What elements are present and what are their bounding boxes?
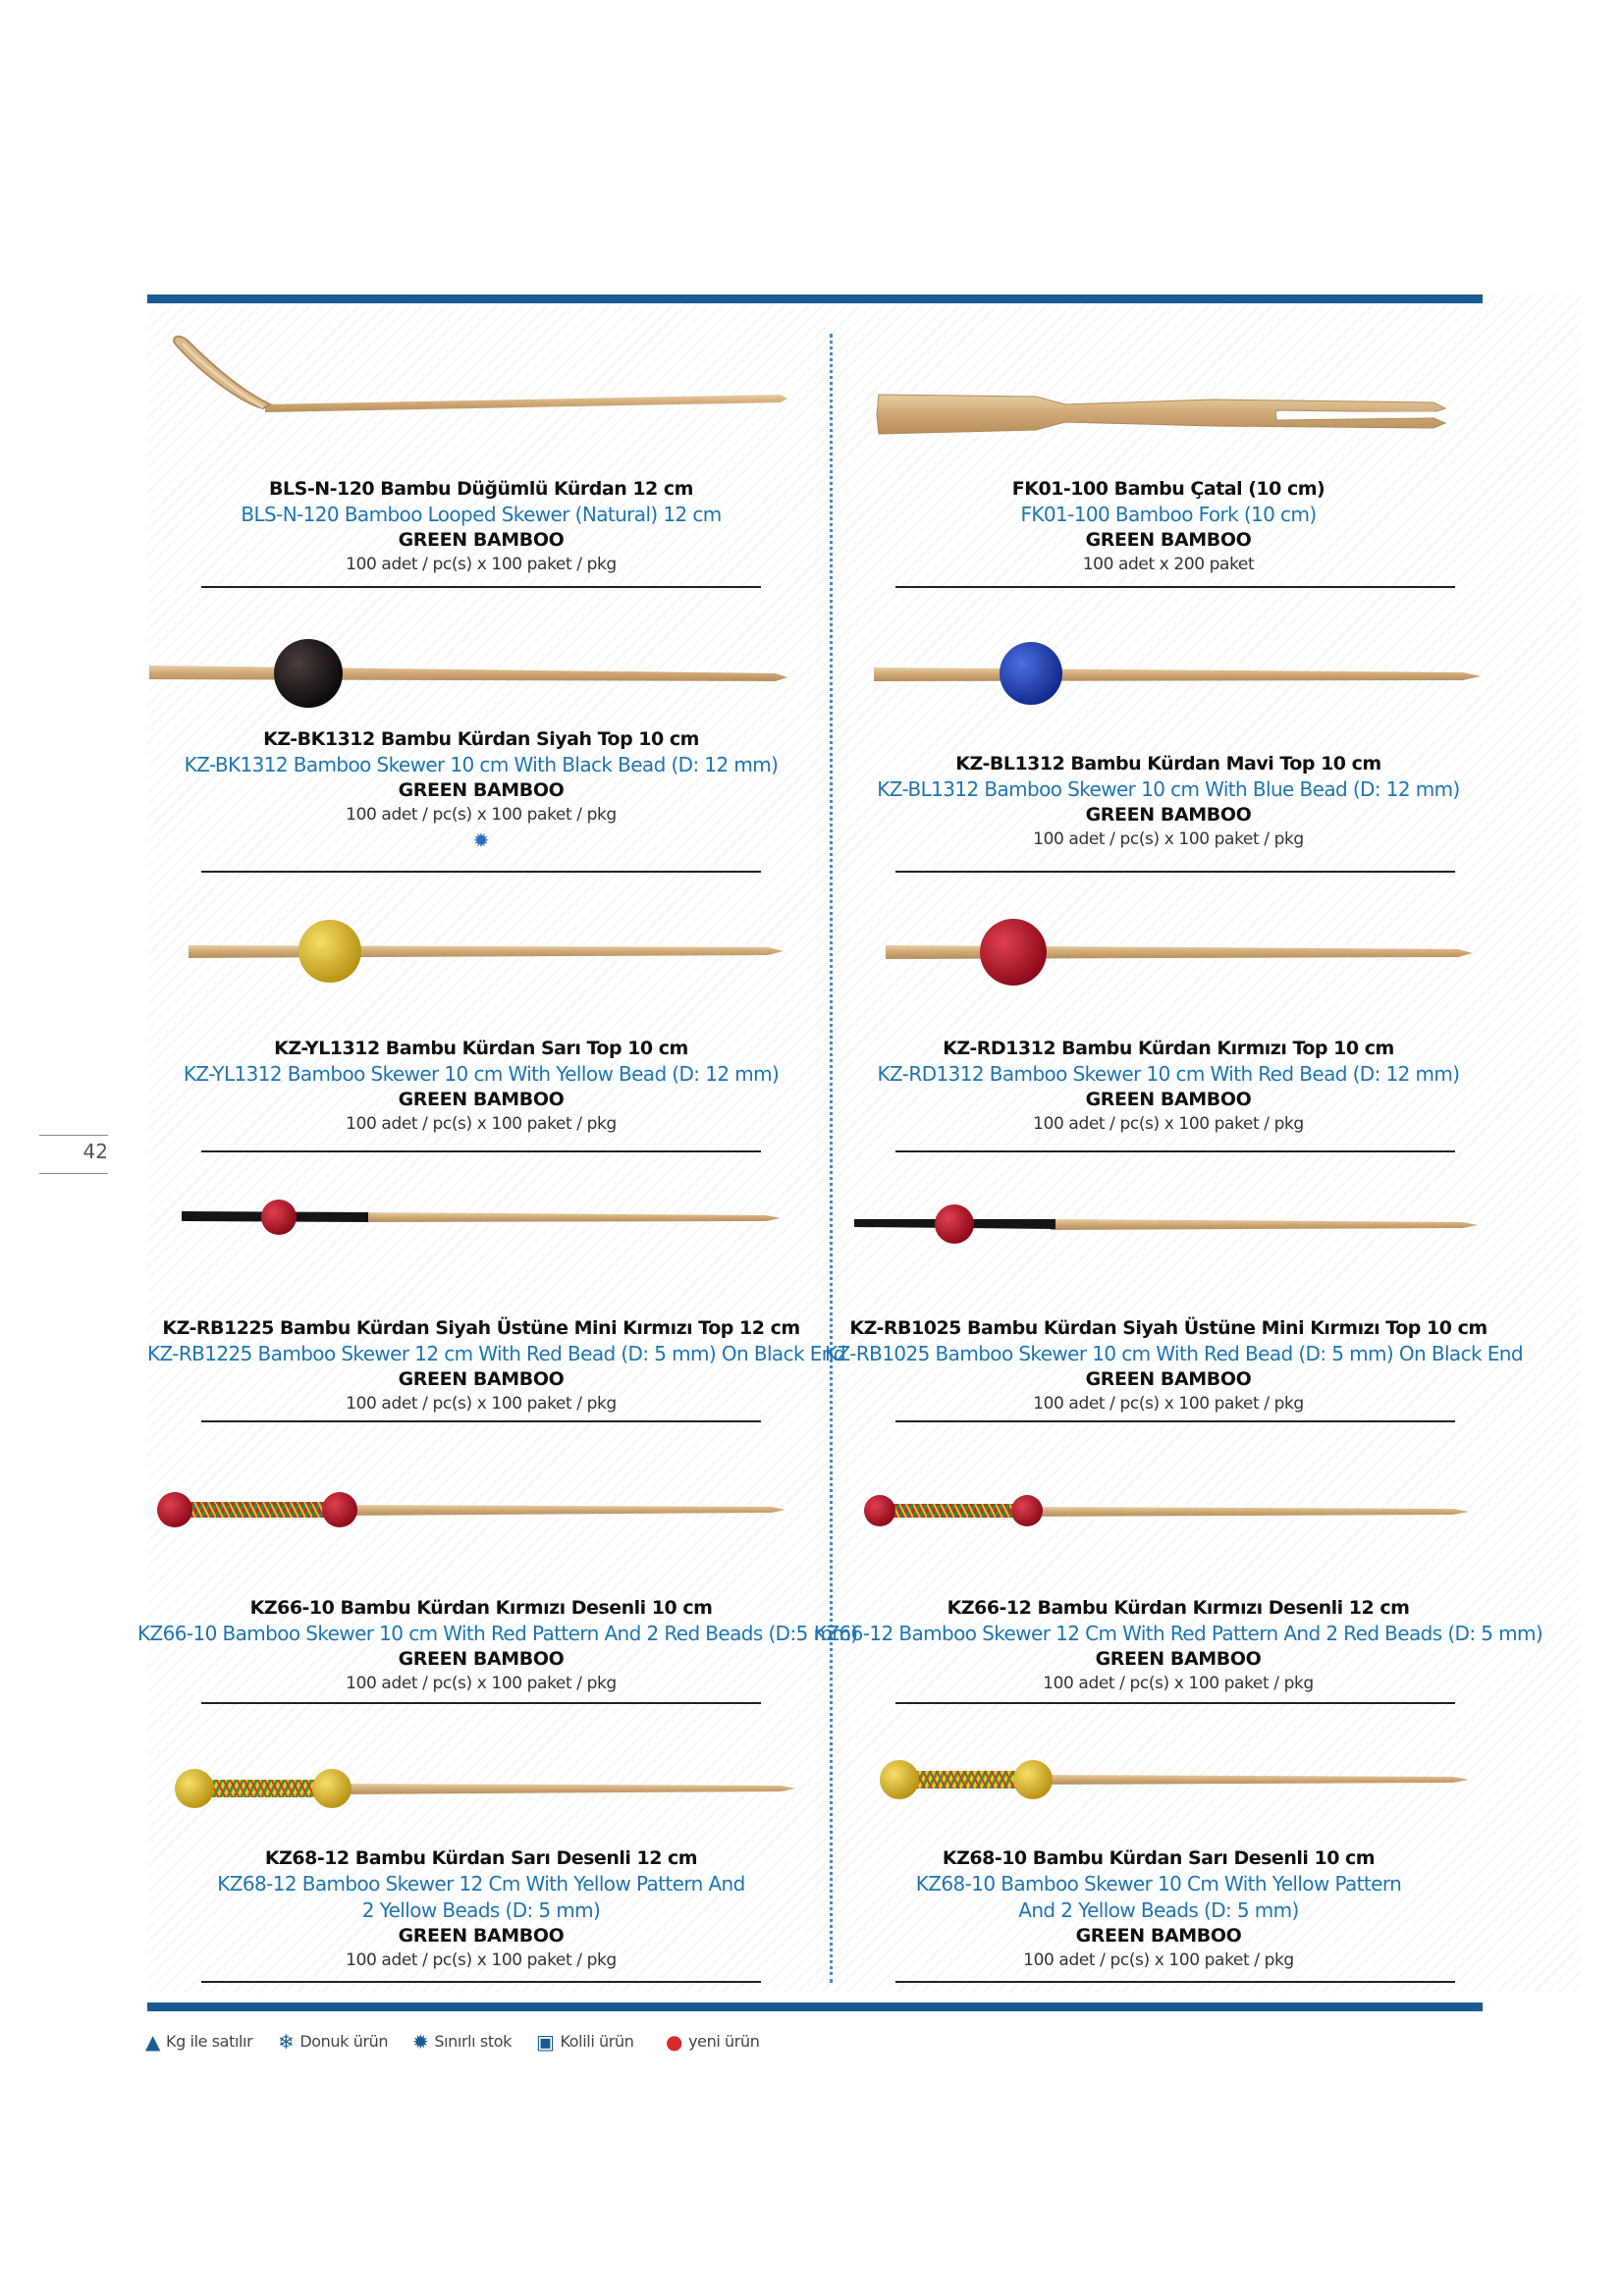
product-pack: 100 adet / pc(s) x 100 paket / pkg — [346, 1674, 617, 1693]
product-code-tr: KZ-YL1312 Bambu Kürdan Sarı Top 10 cm — [274, 1038, 688, 1059]
product-code-en: KZ68-10 Bamboo Skewer 10 Cm With Yellow Pattern And 2 Yellow Beads (D: 5 mm) — [915, 1872, 1402, 1922]
product-brand: GREEN BAMBOO — [398, 1648, 565, 1670]
product-code-tr: KZ68-10 Bambu Kürdan Sarı Desenli 10 cm — [942, 1847, 1376, 1869]
page-number — [39, 1135, 108, 1174]
product-code-en: KZ-RB1225 Bamboo Skewer 12 cm With Red Bead (D: 5 mm) On Black End — [147, 1342, 845, 1365]
product-code-en: KZ66-10 Bamboo Skewer 10 cm With Red Pattern And 2 Red Beads (D:5 mm) — [137, 1622, 858, 1645]
product-code-en: KZ-BK1312 Bamboo Skewer 10 cm With Black Bead (D: 12 mm) — [184, 753, 779, 776]
product-code-en: KZ-RD1312 Bamboo Skewer 10 cm With Red Bead (D: 12 mm) — [877, 1062, 1460, 1086]
product-code-tr: KZ-RB1025 Bambu Kürdan Siyah Üstüne Mini Kırmızı Top 10 cm — [849, 1317, 1488, 1339]
product-pack: 100 adet / pc(s) x 100 paket / pkg — [1023, 1950, 1294, 1970]
product-separator — [895, 871, 1455, 873]
product-pack: 100 adet / pc(s) x 100 paket / pkg — [1033, 1394, 1304, 1414]
product-pack: 100 adet / pc(s) x 100 paket / pkg — [346, 805, 617, 825]
product-brand: GREEN BAMBOO — [1085, 529, 1252, 551]
product-image — [844, 334, 1512, 442]
product-image — [147, 1463, 815, 1571]
product-pack: 100 adet / pc(s) x 100 paket / pkg — [346, 555, 617, 574]
product-image — [844, 1178, 1512, 1296]
product-image — [147, 1178, 815, 1296]
product-pack: 100 adet / pc(s) x 100 paket / pkg — [346, 1394, 617, 1414]
product-pack: 100 adet / pc(s) x 100 paket / pkg — [346, 1950, 617, 1970]
product-brand: GREEN BAMBOO — [1085, 804, 1252, 826]
product-code-en: KZ68-12 Bamboo Skewer 12 Cm With Yellow Pattern And 2 Yellow Beads (D: 5 mm) — [217, 1872, 745, 1922]
product-separator — [895, 1150, 1455, 1152]
product-brand: GREEN BAMBOO — [1085, 1089, 1252, 1110]
box-icon: ▣ — [536, 2030, 555, 2054]
snowflake-icon: ❄ — [278, 2030, 295, 2054]
legend-item-frozen: ❄ Donuk ürün — [278, 2030, 389, 2054]
product-card — [825, 1178, 1523, 1443]
product-separator — [201, 1981, 761, 1983]
product-image — [844, 1737, 1512, 1845]
product-code-en: FK01-100 Bamboo Fork (10 cm) — [1020, 503, 1317, 526]
product-code-tr: KZ-RD1312 Bambu Kürdan Kırmızı Top 10 cm — [943, 1038, 1394, 1059]
product-brand: GREEN BAMBOO — [1075, 1925, 1242, 1947]
product-code-en: KZ-RB1025 Bamboo Skewer 10 cm With Red Bead (D: 5 mm) On Black End — [825, 1342, 1523, 1365]
product-separator — [895, 1702, 1455, 1704]
product-card — [147, 898, 815, 1163]
product-code-en: KZ-BL1312 Bamboo Skewer 10 cm With Blue Bead (D: 12 mm) — [877, 777, 1460, 801]
product-card — [147, 618, 815, 883]
product-separator — [895, 1981, 1455, 1983]
legend-item-boxed: ▣ Kolili ürün — [536, 2030, 634, 2054]
product-code-tr: KZ-BK1312 Bambu Kürdan Siyah Top 10 cm — [263, 728, 699, 750]
product-card — [844, 1737, 1512, 2002]
product-separator — [201, 871, 761, 873]
product-code-tr: KZ-BL1312 Bambu Kürdan Mavi Top 10 cm — [955, 753, 1381, 774]
product-code-en: KZ66-12 Bamboo Skewer 12 Cm With Red Pattern And 2 Red Beads (D: 5 mm) — [813, 1622, 1543, 1645]
product-brand: GREEN BAMBOO — [1085, 1368, 1252, 1390]
product-separator — [201, 1702, 761, 1704]
top-accent-bar — [147, 294, 1483, 303]
product-image — [844, 898, 1512, 1016]
product-code-tr: BLS-N-120 Bambu Düğümlü Kürdan 12 cm — [269, 478, 693, 500]
product-brand: GREEN BAMBOO — [398, 1089, 565, 1110]
product-card — [844, 898, 1512, 1163]
product-card — [137, 1463, 858, 1718]
product-separator — [895, 1420, 1455, 1422]
limited-stock-icon: ✹ — [472, 828, 490, 852]
product-separator — [201, 1420, 761, 1422]
product-pack: 100 adet / pc(s) x 100 paket / pkg — [1033, 1114, 1304, 1134]
legend-item-limited: ✹ Sınırlı stok — [412, 2030, 512, 2054]
product-code-en: BLS-N-120 Bamboo Looped Skewer (Natural) 12 cm — [241, 503, 722, 526]
product-pack: 100 adet / pc(s) x 100 paket / pkg — [1033, 829, 1304, 849]
weight-icon: ▲ — [145, 2030, 160, 2054]
product-card — [844, 334, 1512, 599]
product-code-tr: KZ66-12 Bambu Kürdan Kırmızı Desenli 12 cm — [947, 1597, 1410, 1619]
product-image — [844, 618, 1512, 736]
product-brand: GREEN BAMBOO — [1095, 1648, 1262, 1670]
product-code-tr: KZ-RB1225 Bambu Kürdan Siyah Üstüne Mini Kırmızı Top 12 cm — [162, 1317, 800, 1339]
product-separator — [201, 586, 761, 588]
product-image — [147, 898, 815, 1016]
product-code-tr: KZ66-10 Bambu Kürdan Kırmızı Desenli 10 cm — [249, 1597, 713, 1619]
product-card — [813, 1463, 1543, 1718]
product-pack: 100 adet / pc(s) x 100 paket / pkg — [346, 1114, 617, 1134]
product-card — [844, 618, 1512, 883]
product-pack: 100 adet / pc(s) x 100 paket / pkg — [1043, 1674, 1314, 1693]
product-separator — [895, 586, 1455, 588]
product-brand: GREEN BAMBOO — [398, 1368, 565, 1390]
limited-stock-icon: ✹ — [412, 2030, 429, 2054]
product-image — [844, 1463, 1512, 1571]
page-number-text: 42 — [82, 1140, 108, 1163]
column-divider — [830, 334, 833, 1983]
bottom-accent-bar — [147, 2002, 1483, 2011]
product-card — [147, 1737, 815, 2002]
new-product-icon: ● — [666, 2030, 683, 2054]
product-image — [147, 618, 815, 736]
product-brand: GREEN BAMBOO — [398, 529, 565, 551]
product-pack: 100 adet x 200 paket — [1082, 555, 1255, 574]
product-code-tr: FK01-100 Bambu Çatal (10 cm) — [1011, 478, 1325, 500]
product-card — [147, 334, 815, 599]
product-separator — [201, 1150, 761, 1152]
product-image — [147, 1737, 815, 1845]
legend-item-new: ● yeni ürün — [666, 2030, 760, 2054]
product-code-en: KZ-YL1312 Bamboo Skewer 10 cm With Yellow Bead (D: 12 mm) — [183, 1062, 780, 1086]
product-brand: GREEN BAMBOO — [398, 1925, 565, 1947]
product-brand: GREEN BAMBOO — [398, 779, 565, 801]
product-image — [147, 334, 815, 442]
product-code-tr: KZ68-12 Bambu Kürdan Sarı Desenli 12 cm — [264, 1847, 698, 1869]
product-card — [147, 1178, 845, 1443]
legend-item-kg: ▲ Kg ile satılır — [145, 2030, 253, 2054]
